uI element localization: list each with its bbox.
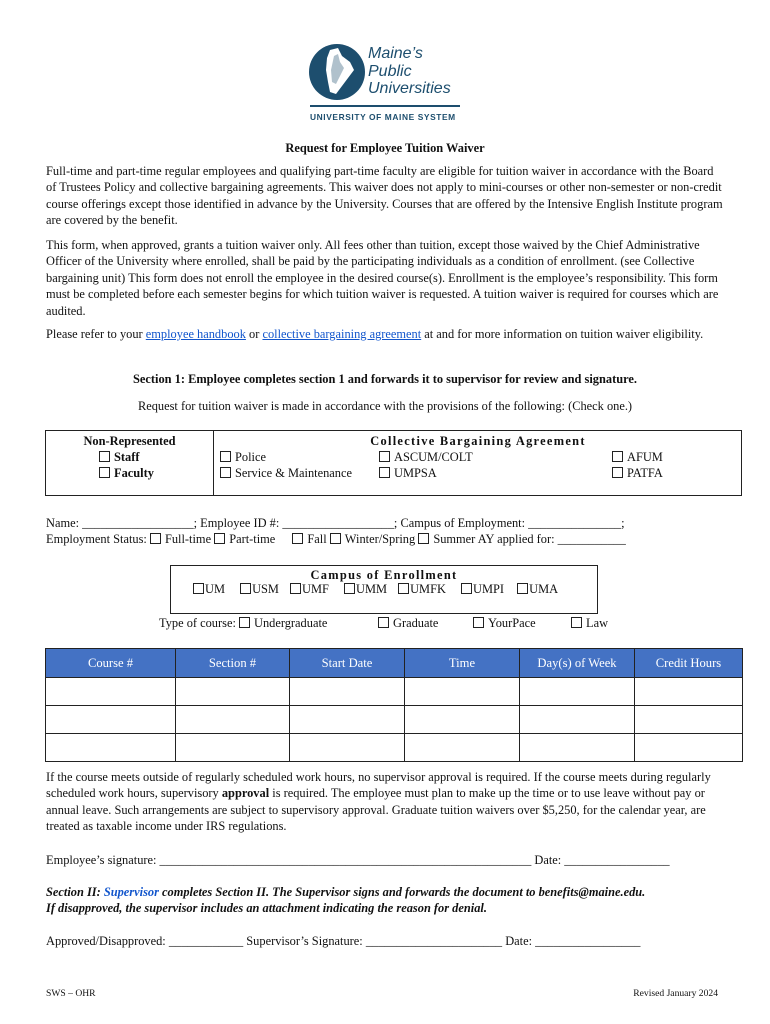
- checkbox-icon: [292, 533, 303, 544]
- campus-umf-checkbox[interactable]: UMF: [290, 582, 329, 596]
- checkbox-icon: [612, 467, 623, 478]
- col-credit-hours: Credit Hours: [635, 649, 743, 678]
- supervisor-link[interactable]: Supervisor: [103, 885, 159, 899]
- campus-options: [193, 581, 558, 597]
- checkbox-icon: [220, 451, 231, 462]
- staff-checkbox[interactable]: Staff: [99, 449, 139, 465]
- section1-heading: Section 1: Employee completes section 1 and forwards it to supervisor for review and signature.: [133, 372, 637, 386]
- campus-um-checkbox[interactable]: UM: [193, 582, 225, 596]
- table-cell[interactable]: [46, 706, 176, 734]
- checkbox-icon: [239, 617, 250, 628]
- eligibility-paragraph: Full-time and part-time regular employees and qualifying part-time faculty are eligible for tuition waiver in accordance with the Board of Trustees Policy and collective bargaining agreements. This waiver does not apply to mini-courses or other non-semester or non-credit course offerings except those identified in advance by the University. Courses that are offered by the Intensive English Institute program are covered by the benefit.: [46, 164, 723, 228]
- graduate-checkbox[interactable]: Graduate: [378, 615, 438, 631]
- checkbox-icon: [398, 583, 409, 594]
- table-row: [46, 678, 743, 706]
- checkbox-icon: [461, 583, 472, 594]
- cba-link[interactable]: collective bargaining agreement: [262, 327, 422, 341]
- course-table: [45, 648, 743, 762]
- section2-denial-note: If disapproved, the supervisor includes an attachment indicating the reason for denial.: [46, 901, 487, 915]
- faculty-checkbox[interactable]: Faculty: [99, 465, 154, 481]
- table-cell[interactable]: [405, 678, 520, 706]
- summer-checkbox[interactable]: Summer AY applied for: ___________: [418, 532, 626, 546]
- campus-box: [170, 565, 598, 614]
- table-cell[interactable]: [176, 678, 290, 706]
- reference-paragraph: Please refer to your employee handbook or collective bargaining agreement at and for more information on tuition waiver eligibility.: [46, 327, 704, 341]
- umpsa-checkbox[interactable]: UMPSA: [379, 465, 437, 481]
- law-checkbox[interactable]: Law: [571, 615, 608, 631]
- logo-subtitle: UNIVERSITY OF MAINE SYSTEM: [310, 112, 456, 122]
- col-days-of-week: Day(s) of Week: [520, 649, 635, 678]
- employee-handbook-link[interactable]: employee handbook: [145, 327, 246, 341]
- checkbox-icon: [517, 583, 528, 594]
- agreement-box: [45, 430, 742, 496]
- employee-signature-line[interactable]: Employee’s signature: ____________________________________________________________ Date: _________________: [46, 853, 670, 867]
- checkbox-icon: [344, 583, 355, 594]
- table-cell[interactable]: [635, 706, 743, 734]
- ascum-colt-checkbox[interactable]: ASCUM/COLT: [379, 449, 473, 465]
- checkbox-icon: [612, 451, 623, 462]
- checkbox-icon: [99, 451, 110, 462]
- employment-status-line: Employment Status: Full-time Part-time Fall Winter/Spring Summer AY applied for: ___________: [46, 532, 626, 546]
- fulltime-checkbox[interactable]: Full-time: [150, 532, 211, 546]
- patfa-checkbox[interactable]: PATFA: [612, 465, 663, 481]
- table-cell[interactable]: [405, 706, 520, 734]
- table-header-row: [46, 649, 743, 678]
- campus-umpi-checkbox[interactable]: UMPI: [461, 582, 504, 596]
- service-maintenance-checkbox[interactable]: Service & Maintenance: [220, 465, 352, 481]
- winter-spring-checkbox[interactable]: Winter/Spring: [330, 532, 415, 546]
- work-hours-paragraph: If the course meets outside of regularly scheduled work hours, no supervisor approval is required. If the course meets during regularly scheduled work hours, supervisory approval is required. The employee must plan to make up the time or to use leave without pay or annual leave. Such arrangements are subject to supervisory approval. Graduate tuition waivers over $5,250, for the calendar year, are treated as taxable income under IRS regulations.: [46, 770, 711, 834]
- checkbox-icon: [240, 583, 251, 594]
- undergraduate-checkbox[interactable]: Undergraduate: [239, 616, 327, 630]
- col-course-number: Course #: [46, 649, 176, 678]
- checkbox-icon: [290, 583, 301, 594]
- checkbox-icon: [150, 533, 161, 544]
- logo-divider: [310, 105, 460, 107]
- table-cell[interactable]: [46, 734, 176, 762]
- fall-checkbox[interactable]: Fall: [292, 532, 326, 546]
- parttime-checkbox[interactable]: Part-time: [214, 532, 275, 546]
- checkbox-icon: [214, 533, 225, 544]
- campus-heading: Campus of Enrollment: [310, 568, 458, 582]
- col-start-date: Start Date: [290, 649, 405, 678]
- table-cell[interactable]: [176, 734, 290, 762]
- checkbox-icon: [193, 583, 204, 594]
- afum-checkbox[interactable]: AFUM: [612, 449, 663, 465]
- table-cell[interactable]: [635, 734, 743, 762]
- yourpace-checkbox[interactable]: YourPace: [473, 615, 536, 631]
- table-cell[interactable]: [520, 706, 635, 734]
- logo-wordmark: Maine’s Public Universities: [368, 45, 451, 97]
- col-section-number: Section #: [176, 649, 290, 678]
- police-checkbox[interactable]: Police: [220, 449, 266, 465]
- waiver-terms-paragraph: This form, when approved, grants a tuition waiver only. All fees other than tuition, except those waived by the Chief Administrative Officer of the University where enrolled, shall be paid by the participating individuals as a condition of enrollment. (see Collective bargaining unit) This form does not enroll the employee in the desired course(s). Enrollment is the employee’s responsibility. This form must be completed before each semester begins for which tuition waiver is requested. A tuition waiver is required for courses which are audited.: [46, 238, 719, 318]
- checkbox-icon: [379, 451, 390, 462]
- table-cell[interactable]: [290, 678, 405, 706]
- approval-line[interactable]: Approved/Disapproved: ____________ Supervisor’s Signature: ______________________ Date: _________________: [46, 934, 641, 948]
- footer-right: Revised January 2024: [633, 988, 718, 999]
- checkbox-icon: [571, 617, 582, 628]
- checkbox-icon: [379, 467, 390, 478]
- table-row: [46, 706, 743, 734]
- table-cell[interactable]: [405, 734, 520, 762]
- table-cell[interactable]: [176, 706, 290, 734]
- checkbox-icon: [473, 617, 484, 628]
- table-cell[interactable]: [46, 678, 176, 706]
- section2-heading: Section II: Supervisor completes Section II. The Supervisor signs and forwards the document to benefits@maine.edu.: [46, 885, 646, 899]
- cba-heading: Collective Bargaining Agreement: [370, 434, 586, 448]
- campus-uma-checkbox[interactable]: UMA: [517, 582, 558, 596]
- checkbox-icon: [220, 467, 231, 478]
- checkbox-icon: [99, 467, 110, 478]
- table-cell[interactable]: [635, 678, 743, 706]
- campus-umm-checkbox[interactable]: UMM: [344, 582, 387, 596]
- form-title: Request for Employee Tuition Waiver: [285, 141, 485, 155]
- table-row: [46, 734, 743, 762]
- table-cell[interactable]: [520, 678, 635, 706]
- footer-left: SWS – OHR: [46, 988, 96, 999]
- employee-info-line[interactable]: Name: __________________; Employee ID #: __________________; Campus of Employment: _______________;: [46, 516, 625, 530]
- checkbox-icon: [418, 533, 429, 544]
- table-cell[interactable]: [520, 734, 635, 762]
- campus-umfk-checkbox[interactable]: UMFK: [398, 582, 446, 596]
- university-logo: [308, 42, 462, 122]
- maine-state-icon: [308, 42, 366, 102]
- table-cell[interactable]: [290, 734, 405, 762]
- checkbox-icon: [330, 533, 341, 544]
- checkbox-icon: [378, 617, 389, 628]
- table-cell[interactable]: [290, 706, 405, 734]
- course-type-line: Type of course: Undergraduate: [159, 616, 328, 630]
- col-time: Time: [405, 649, 520, 678]
- campus-usm-checkbox[interactable]: USM: [240, 582, 279, 596]
- section1-intro: Request for tuition waiver is made in accordance with the provisions of the following: (Check one.): [137, 399, 633, 413]
- nonrep-heading: Non-Represented: [83, 434, 176, 448]
